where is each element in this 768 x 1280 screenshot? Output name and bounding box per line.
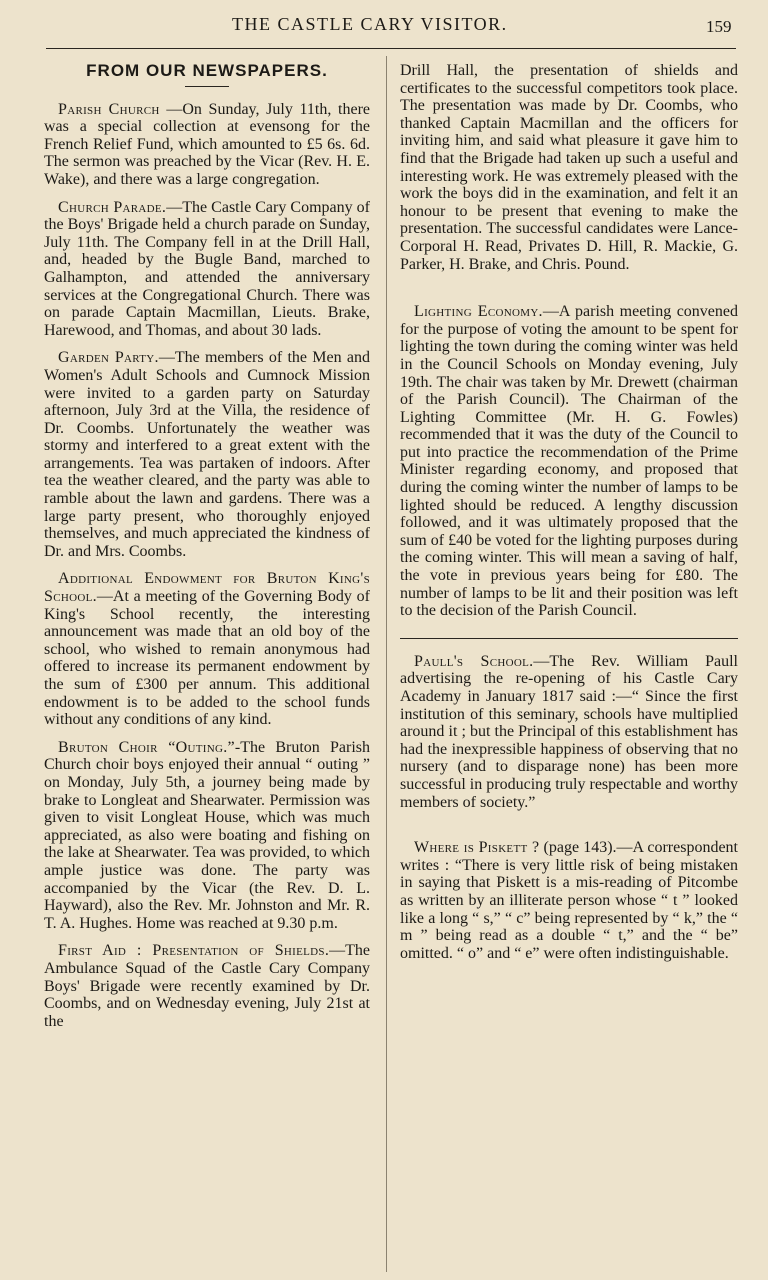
article-body: —The Rev. William Paull advertising the re-opening of his Castle Cary Academy in January 1817 said :—“ Since the first institution of this seminary, schools have multiplied around it ; but the Principal of this establishment has had the inexpressible happiness of observing that no nursery (and to disparage none) has been more successful in producing truly respectable and worthy members of society.” — [400, 652, 739, 811]
article-parish-church — [44, 101, 370, 189]
article-lead: Parish Church — [58, 100, 160, 118]
header-rule — [46, 48, 736, 49]
article-lead: Lighting Economy. — [414, 303, 543, 321]
article-body: —The Castle Cary Company of the Boys' Brigade held a church parade on Sunday, July 11th. The Company fell in at the Drill Hall, and, headed by the Bugle Band, marched to Galhampton, and attended the anniversary services at the Congregational Church. There was on parade Captain Macmillan, Lieuts. Brake, Harewood, and Thomas, and about 30 lads. — [44, 198, 370, 339]
article-endowment — [44, 570, 370, 728]
article-paulls-school — [400, 653, 738, 811]
article-lead: Where is Piskett ? — [414, 839, 540, 857]
article-church-parade — [44, 199, 370, 340]
article-body: -The Bruton Parish Church choir boys enjoyed their annual “ outing ” on Monday, July 5th, a journey being made by brake to Longleat and Shearwater. Permission was given to visit Longleat House, which was much appreciated, as also were boating and fishing on the lake at Shearwater. Tea was provided, to which ample justice was done. The party was accompanied by the Vicar (the Rev. D. L. Hayward), also the Rev. Mr. Johnston and Mr. R. T. A. Hughes. Home was reached at 9.30 p.m. — [44, 738, 370, 932]
right-column — [400, 62, 738, 972]
article-lead: Church Parade. — [58, 198, 167, 216]
title-rule — [185, 86, 229, 87]
article-lead: Paull's School. — [414, 652, 534, 670]
article-body: —The Ambulance Squad of the Castle Cary Company Boys' Brigade were recently examined by Dr. Coombs, and on Wednesday evening, July 21st at the — [44, 942, 370, 1030]
article-garden-party — [44, 349, 370, 560]
article-body: —At a meeting of the Governing Body of King's School recently, the interesting announcement was made that an old boy of the school, who wished to remain anonymous had offered to increase its permanent endowment by the sum of £300 per annum. This additional endowment is to be added to the school funds without any conditions of any kind. — [44, 588, 370, 729]
article-lead: Additional Endowment for Bruton King's School. — [44, 570, 370, 606]
section-separator — [400, 638, 738, 639]
article-lead: First Aid : Presentation of Shields. — [58, 942, 330, 960]
section-title: FROM OUR NEWSPAPERS. — [86, 61, 328, 80]
article-body: (page 143).—A correspondent writes : “There is very little risk of being mistaken in saying that Piskett is a mis-reading of Pitcombe as written by an illiterate person whose “ t ” looked like a long “ s,” “ c” being represented by “ k,” the “ m ” being read as a double “ t,” and the “ be” omitted. “ o” and “ e” were often indistinguishable. — [400, 839, 738, 962]
running-title: THE CASTLE CARY VISITOR. — [232, 14, 508, 34]
page-number: 159 — [706, 17, 732, 36]
running-head — [0, 10, 768, 40]
article-where-is-piskett — [400, 839, 738, 962]
article-body: —On Sunday, July 11th, there was a special collection at evensong for the French Relief Fund, which amounted to £5 6s. 6d. The sermon was preached by the Vicar (Rev. H. E. Wake), and there was a large congregation. — [44, 100, 371, 188]
column-divider — [386, 56, 387, 1272]
article-first-aid-continued — [400, 62, 738, 273]
left-column — [44, 58, 370, 1040]
article-first-aid — [44, 942, 370, 1030]
article-lead: Bruton Choir “Outing.” — [58, 738, 235, 756]
article-lighting-economy — [400, 303, 738, 620]
article-body: —The members of the Men and Women's Adult Schools and Cumnock Mission were invited to a garden party on Saturday afternoon, July 3rd at the Villa, the residence of Dr. Coombs. Unfortunately the weather was stormy and interfered to a great extent with the arrangements. Tea was partaken of indoors. After tea the weather cleared, and the party was able to ramble about the lawn and gardens. There was a large party present, who thoroughly enjoyed themselves, and much appreciated the kindness of Dr. and Mrs. Coombs. — [44, 349, 371, 560]
article-body: —A parish meeting convened for the purpose of voting the amount to be spent for lighting the town during the coming winter was held in the Council Schools on Monday evening, July 19th. The chair was taken by Mr. Drewett (chairman of the Parish Council). The Chairman of the Lighting Committee (Mr. H. G. Fowles) recommended that it was the duty of the Council to put into practice the recommendation of the Prime Minister regarding economy, and proposed that during the coming winter the number of lamps to be lighted should be reduced. A lengthy discussion followed, and it was ultimately proposed that the sum of £40 be voted for the lighting purposes during the coming winter. This will mean a saving of half, the vote in previous years being for £80. The number of lamps to be lit and their position was left to the decision of the Parish Council. — [400, 303, 738, 620]
article-body: Drill Hall, the presentation of shields and certificates to the successful competitors took place. The presentation was made by Dr. Coombs, who thanked Captain Macmillan and the officers for inviting him, and said what pleasure it gave him to find that the Brigade had taken up such a useful and interesting work. He was extremely pleased with the work the boys did in the examination, and felt it an honour to be present that evening to make the presentation. The successful candidates were Lance-Corporal H. Read, Privates D. Hill, R. Mackie, G. Parker, H. Brake, and Chris. Pound. — [400, 62, 738, 273]
article-lead: Garden Party. — [58, 349, 159, 367]
article-bruton-choir — [44, 739, 370, 933]
